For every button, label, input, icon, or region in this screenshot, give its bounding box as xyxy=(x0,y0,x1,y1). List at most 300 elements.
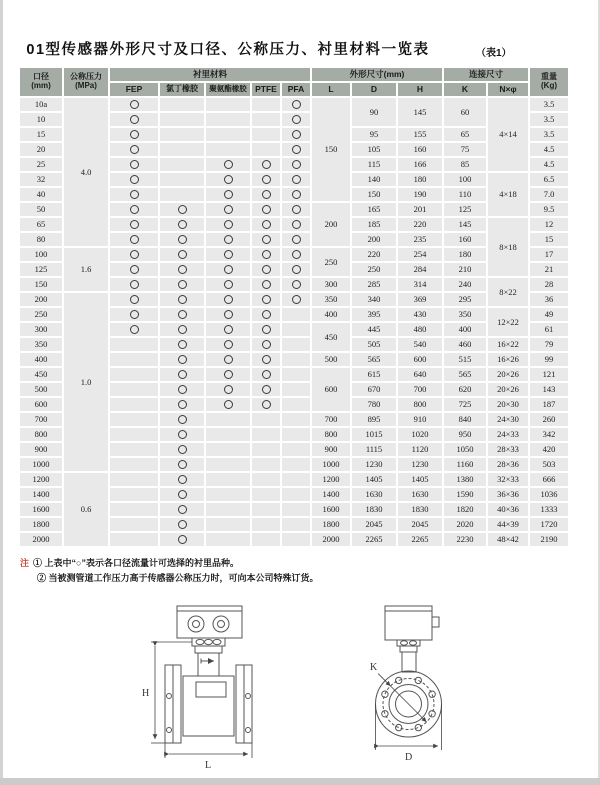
connection-k-cell: 350 xyxy=(444,308,486,321)
lining-cell xyxy=(206,128,250,141)
weight-cell: 9.5 xyxy=(530,203,568,216)
lining-cell xyxy=(110,203,158,216)
dimension-h-cell: 190 xyxy=(398,188,442,201)
dn-cell: 65 xyxy=(20,218,62,231)
lining-cell xyxy=(160,263,204,276)
connection-k-cell: 210 xyxy=(444,263,486,276)
weight-cell: 28 xyxy=(530,278,568,291)
dimension-l-cell: 400 xyxy=(312,308,350,321)
dn-cell: 250 xyxy=(20,308,62,321)
lining-available-circle xyxy=(292,115,301,124)
lining-cell xyxy=(110,158,158,171)
lining-available-circle xyxy=(262,250,271,259)
dn-cell: 200 xyxy=(20,293,62,306)
lining-cell xyxy=(110,293,158,306)
lining-cell xyxy=(206,338,250,351)
lining-available-circle xyxy=(178,310,187,319)
col-header-weight-unit: (Kg) xyxy=(541,81,557,90)
dn-cell: 1600 xyxy=(20,503,62,516)
lining-cell xyxy=(282,353,310,366)
col-group-lining: 衬里材料 xyxy=(110,68,310,81)
lining-cell xyxy=(160,188,204,201)
l-dimension-label: L xyxy=(205,760,212,771)
lining-available-circle xyxy=(130,205,139,214)
lining-available-circle xyxy=(292,295,301,304)
lining-cell xyxy=(282,338,310,351)
weight-cell: 342 xyxy=(530,428,568,441)
lining-cell xyxy=(252,413,280,426)
dn-cell: 125 xyxy=(20,263,62,276)
dimension-d-cell: 185 xyxy=(352,218,396,231)
dimension-d-cell: 1830 xyxy=(352,503,396,516)
lining-cell xyxy=(110,413,158,426)
lining-available-circle xyxy=(224,160,233,169)
dn-cell: 50 xyxy=(20,203,62,216)
lining-cell xyxy=(252,278,280,291)
lining-cell xyxy=(282,218,310,231)
dn-cell: 40 xyxy=(20,188,62,201)
lining-available-circle xyxy=(130,310,139,319)
lining-cell xyxy=(110,398,158,411)
dimension-h-cell: 235 xyxy=(398,233,442,246)
dimension-d-cell: 250 xyxy=(352,263,396,276)
lining-cell xyxy=(282,233,310,246)
lining-cell xyxy=(160,158,204,171)
connection-k-cell: 565 xyxy=(444,368,486,381)
col-header-neoprene: 氯丁橡胶 xyxy=(160,83,204,96)
lining-cell xyxy=(110,263,158,276)
dimension-d-cell: 670 xyxy=(352,383,396,396)
lining-available-circle xyxy=(130,220,139,229)
lining-available-circle xyxy=(292,220,301,229)
lining-cell xyxy=(282,113,310,126)
lining-available-circle xyxy=(224,385,233,394)
lining-cell xyxy=(110,443,158,456)
weight-cell: 7.0 xyxy=(530,188,568,201)
dn-cell: 20 xyxy=(20,143,62,156)
dimension-l-cell: 900 xyxy=(312,443,350,456)
connection-k-cell: 950 xyxy=(444,428,486,441)
lining-cell xyxy=(160,533,204,546)
dimension-d-cell: 140 xyxy=(352,173,396,186)
lining-cell xyxy=(160,488,204,501)
lining-cell xyxy=(206,533,250,546)
weight-cell: 260 xyxy=(530,413,568,426)
lining-available-circle xyxy=(130,235,139,244)
lining-available-circle xyxy=(130,265,139,274)
dimension-l-cell: 300 xyxy=(312,278,350,291)
lining-available-circle xyxy=(224,295,233,304)
lining-cell xyxy=(252,308,280,321)
lining-available-circle xyxy=(262,310,271,319)
connection-nphi-cell: 40×36 xyxy=(488,503,528,516)
weight-cell: 15 xyxy=(530,233,568,246)
lining-available-circle xyxy=(178,355,187,364)
pressure-cell: 4.0 xyxy=(64,98,108,246)
connection-nphi-cell: 28×33 xyxy=(488,443,528,456)
lining-cell xyxy=(206,203,250,216)
col-header-l: L xyxy=(312,83,350,96)
dimension-d-cell: 1405 xyxy=(352,473,396,486)
lining-available-circle xyxy=(262,325,271,334)
page-edge-left xyxy=(0,0,3,785)
dimension-d-cell: 895 xyxy=(352,413,396,426)
dimension-h-cell: 2265 xyxy=(398,533,442,546)
table-row xyxy=(20,473,568,486)
dimension-h-cell: 640 xyxy=(398,368,442,381)
lining-available-circle xyxy=(178,460,187,469)
lining-available-circle xyxy=(178,385,187,394)
lining-cell xyxy=(206,413,250,426)
lining-available-circle xyxy=(178,445,187,454)
dimension-d-cell: 150 xyxy=(352,188,396,201)
dimension-h-cell: 145 xyxy=(398,98,442,126)
col-header-k: K xyxy=(444,83,486,96)
spec-table xyxy=(18,66,570,548)
lining-cell xyxy=(110,473,158,486)
col-header-weight xyxy=(530,68,568,96)
connection-k-cell: 2020 xyxy=(444,518,486,531)
connection-nphi-cell: 48×42 xyxy=(488,533,528,546)
lining-available-circle xyxy=(178,235,187,244)
connection-nphi-cell: 20×26 xyxy=(488,383,528,396)
spec-table-body xyxy=(20,98,568,546)
lining-cell xyxy=(282,158,310,171)
lining-cell xyxy=(206,398,250,411)
dimension-l-cell: 450 xyxy=(312,323,350,351)
lining-cell xyxy=(282,293,310,306)
connection-nphi-cell: 12×22 xyxy=(488,308,528,336)
sensor-side-view-drawing xyxy=(352,600,477,772)
weight-cell: 12 xyxy=(530,218,568,231)
connection-k-cell: 125 xyxy=(444,203,486,216)
weight-cell: 503 xyxy=(530,458,568,471)
col-header-dn xyxy=(20,68,62,96)
lining-cell xyxy=(160,458,204,471)
lining-cell xyxy=(206,143,250,156)
connection-k-cell: 295 xyxy=(444,293,486,306)
lining-cell xyxy=(282,188,310,201)
weight-cell: 99 xyxy=(530,353,568,366)
weight-cell: 1036 xyxy=(530,488,568,501)
lining-available-circle xyxy=(178,400,187,409)
dn-cell: 25 xyxy=(20,158,62,171)
connection-k-cell: 725 xyxy=(444,398,486,411)
dimension-d-cell: 505 xyxy=(352,338,396,351)
lining-available-circle xyxy=(130,160,139,169)
connector-stub xyxy=(432,617,439,627)
h-dimension-label: H xyxy=(142,688,150,699)
cable-gland-right xyxy=(213,616,229,632)
lining-available-circle xyxy=(130,250,139,259)
lining-cell xyxy=(110,128,158,141)
lining-cell xyxy=(252,443,280,456)
connection-k-cell: 1590 xyxy=(444,488,486,501)
dimension-d-cell: 395 xyxy=(352,308,396,321)
lining-cell xyxy=(160,428,204,441)
lining-available-circle xyxy=(262,340,271,349)
lining-available-circle xyxy=(130,295,139,304)
dn-cell: 300 xyxy=(20,323,62,336)
lining-available-circle xyxy=(262,370,271,379)
dn-cell: 500 xyxy=(20,383,62,396)
lining-cell xyxy=(252,353,280,366)
connection-k-cell: 460 xyxy=(444,338,486,351)
lining-cell xyxy=(252,473,280,486)
lining-cell xyxy=(206,188,250,201)
lining-cell xyxy=(160,233,204,246)
cable-gland-left xyxy=(188,616,204,632)
lining-available-circle xyxy=(262,400,271,409)
lining-cell xyxy=(160,173,204,186)
lining-cell xyxy=(110,233,158,246)
lining-available-circle xyxy=(262,355,271,364)
lining-available-circle xyxy=(178,430,187,439)
lining-cell xyxy=(282,308,310,321)
lining-cell xyxy=(160,218,204,231)
lining-available-circle xyxy=(262,175,271,184)
lining-cell xyxy=(160,503,204,516)
table-row xyxy=(20,293,568,306)
dn-cell: 80 xyxy=(20,233,62,246)
col-header-fep: FEP xyxy=(110,83,158,96)
lining-cell xyxy=(282,458,310,471)
lining-available-circle xyxy=(262,160,271,169)
lining-cell xyxy=(252,488,280,501)
lining-cell xyxy=(206,113,250,126)
table-row xyxy=(20,98,568,111)
lining-available-circle xyxy=(292,130,301,139)
dn-cell: 1400 xyxy=(20,488,62,501)
dimension-d-cell: 615 xyxy=(352,368,396,381)
lining-cell xyxy=(206,308,250,321)
lining-available-circle xyxy=(262,265,271,274)
page-title: 01型传感器外形尺寸及口径、公称压力、衬里材料一览表 xyxy=(26,42,430,58)
lining-available-circle xyxy=(178,280,187,289)
connection-k-cell: 1380 xyxy=(444,473,486,486)
col-header-d: D xyxy=(352,83,396,96)
lining-available-circle xyxy=(178,415,187,424)
lining-cell xyxy=(282,488,310,501)
col-header-pressure xyxy=(64,68,108,96)
dimension-d-cell: 2045 xyxy=(352,518,396,531)
lining-available-circle xyxy=(224,265,233,274)
lining-cell xyxy=(282,263,310,276)
lining-cell xyxy=(110,173,158,186)
weight-cell: 3.5 xyxy=(530,98,568,111)
connection-nphi-cell: 4×18 xyxy=(488,173,528,216)
connection-k-cell: 75 xyxy=(444,143,486,156)
dimension-h-cell: 254 xyxy=(398,248,442,261)
lining-available-circle xyxy=(130,130,139,139)
dn-cell: 15 xyxy=(20,128,62,141)
connection-nphi-cell: 20×26 xyxy=(488,368,528,381)
lining-cell xyxy=(206,218,250,231)
lining-cell xyxy=(206,368,250,381)
weight-cell: 79 xyxy=(530,338,568,351)
dimension-h-cell: 180 xyxy=(398,173,442,186)
dimension-h-cell: 1020 xyxy=(398,428,442,441)
connection-k-cell: 180 xyxy=(444,248,486,261)
lining-cell xyxy=(160,248,204,261)
lining-cell xyxy=(160,98,204,111)
lining-available-circle xyxy=(292,175,301,184)
lining-available-circle xyxy=(178,490,187,499)
lining-cell xyxy=(110,113,158,126)
dimension-l-cell: 700 xyxy=(312,413,350,426)
lining-cell xyxy=(206,233,250,246)
lining-available-circle xyxy=(178,295,187,304)
pressure-cell: 1.6 xyxy=(64,248,108,291)
lining-available-circle xyxy=(262,280,271,289)
dimension-d-cell: 105 xyxy=(352,143,396,156)
lining-cell xyxy=(252,128,280,141)
dimension-d-cell: 1230 xyxy=(352,458,396,471)
weight-cell: 3.5 xyxy=(530,128,568,141)
connection-k-cell: 400 xyxy=(444,323,486,336)
lining-cell xyxy=(206,353,250,366)
lining-available-circle xyxy=(262,385,271,394)
weight-cell: 121 xyxy=(530,368,568,381)
lining-cell xyxy=(206,488,250,501)
connection-nphi-cell: 36×36 xyxy=(488,488,528,501)
lining-cell xyxy=(160,383,204,396)
dimension-d-cell: 2265 xyxy=(352,533,396,546)
col-header-nphi: N×φ xyxy=(488,83,528,96)
dn-cell: 400 xyxy=(20,353,62,366)
lining-cell xyxy=(206,518,250,531)
lining-cell xyxy=(160,398,204,411)
lining-available-circle xyxy=(224,370,233,379)
dimension-h-cell: 166 xyxy=(398,158,442,171)
lining-cell xyxy=(252,98,280,111)
lining-cell xyxy=(206,428,250,441)
dn-cell: 100 xyxy=(20,248,62,261)
lining-available-circle xyxy=(292,205,301,214)
connection-nphi-cell: 8×22 xyxy=(488,278,528,306)
lining-cell xyxy=(252,158,280,171)
lining-available-circle xyxy=(292,235,301,244)
lining-cell xyxy=(252,143,280,156)
dimension-h-cell: 800 xyxy=(398,398,442,411)
dn-cell: 2000 xyxy=(20,533,62,546)
lining-cell xyxy=(110,188,158,201)
dn-cell: 32 xyxy=(20,173,62,186)
connection-k-cell: 515 xyxy=(444,353,486,366)
weight-cell: 4.5 xyxy=(530,158,568,171)
lining-cell xyxy=(160,323,204,336)
dn-cell: 1200 xyxy=(20,473,62,486)
lining-cell xyxy=(252,173,280,186)
weight-cell: 420 xyxy=(530,443,568,456)
lining-cell xyxy=(160,338,204,351)
footnotes xyxy=(20,556,319,586)
weight-cell: 666 xyxy=(530,473,568,486)
lining-cell xyxy=(252,383,280,396)
lining-available-circle xyxy=(130,145,139,154)
lining-cell xyxy=(110,308,158,321)
dimension-h-cell: 480 xyxy=(398,323,442,336)
sensor-front-view-drawing xyxy=(135,600,293,780)
lining-cell xyxy=(252,338,280,351)
note-2-text: ② 当被测管道工作压力高于传感器公称压力时，可向本公司特殊订货。 xyxy=(37,573,319,583)
connection-k-cell: 100 xyxy=(444,173,486,186)
d-dimension-label: D xyxy=(405,752,413,763)
dimension-h-cell: 1120 xyxy=(398,443,442,456)
dimension-h-cell: 220 xyxy=(398,218,442,231)
lining-available-circle xyxy=(178,505,187,514)
lining-cell xyxy=(252,458,280,471)
weight-cell: 4.5 xyxy=(530,143,568,156)
lining-available-circle xyxy=(224,310,233,319)
lining-cell xyxy=(110,488,158,501)
connection-k-cell: 2230 xyxy=(444,533,486,546)
lining-cell xyxy=(110,338,158,351)
dimension-d-cell: 285 xyxy=(352,278,396,291)
lining-available-circle xyxy=(224,250,233,259)
lining-cell xyxy=(206,458,250,471)
lining-available-circle xyxy=(224,190,233,199)
lining-cell xyxy=(206,278,250,291)
lining-cell xyxy=(160,518,204,531)
lining-cell xyxy=(206,248,250,261)
lining-cell xyxy=(282,413,310,426)
lining-cell xyxy=(206,173,250,186)
table-row xyxy=(20,248,568,261)
dimension-l-cell: 200 xyxy=(312,203,350,246)
lining-available-circle xyxy=(178,220,187,229)
dimension-d-cell: 565 xyxy=(352,353,396,366)
nameplate xyxy=(196,682,226,697)
lining-available-circle xyxy=(292,145,301,154)
dimension-l-cell: 600 xyxy=(312,368,350,411)
dn-cell: 10a xyxy=(20,98,62,111)
lining-available-circle xyxy=(178,325,187,334)
dimension-h-cell: 1830 xyxy=(398,503,442,516)
dimension-d-cell: 90 xyxy=(352,98,396,126)
weight-cell: 3.5 xyxy=(530,113,568,126)
weight-cell: 36 xyxy=(530,293,568,306)
dimension-d-cell: 165 xyxy=(352,203,396,216)
dimension-h-cell: 314 xyxy=(398,278,442,291)
lining-cell xyxy=(160,368,204,381)
lining-available-circle xyxy=(224,175,233,184)
dimension-h-cell: 160 xyxy=(398,143,442,156)
lining-cell xyxy=(206,263,250,276)
lining-available-circle xyxy=(292,265,301,274)
dimension-d-cell: 445 xyxy=(352,323,396,336)
connection-nphi-cell: 4×14 xyxy=(488,98,528,171)
lining-available-circle xyxy=(224,205,233,214)
weight-cell: 143 xyxy=(530,383,568,396)
lining-available-circle xyxy=(178,265,187,274)
lining-cell xyxy=(206,158,250,171)
lining-cell xyxy=(282,248,310,261)
lining-cell xyxy=(110,503,158,516)
lining-cell xyxy=(252,248,280,261)
dimension-h-cell: 1630 xyxy=(398,488,442,501)
dimension-h-cell: 1230 xyxy=(398,458,442,471)
lining-available-circle xyxy=(130,100,139,109)
lining-cell xyxy=(282,518,310,531)
dn-cell: 10 xyxy=(20,113,62,126)
lining-available-circle xyxy=(262,220,271,229)
connection-k-cell: 1820 xyxy=(444,503,486,516)
weight-cell: 21 xyxy=(530,263,568,276)
col-header-pressure-unit: (MPa) xyxy=(75,81,97,90)
lining-available-circle xyxy=(178,370,187,379)
col-header-ptfe: PTFE xyxy=(252,83,280,96)
